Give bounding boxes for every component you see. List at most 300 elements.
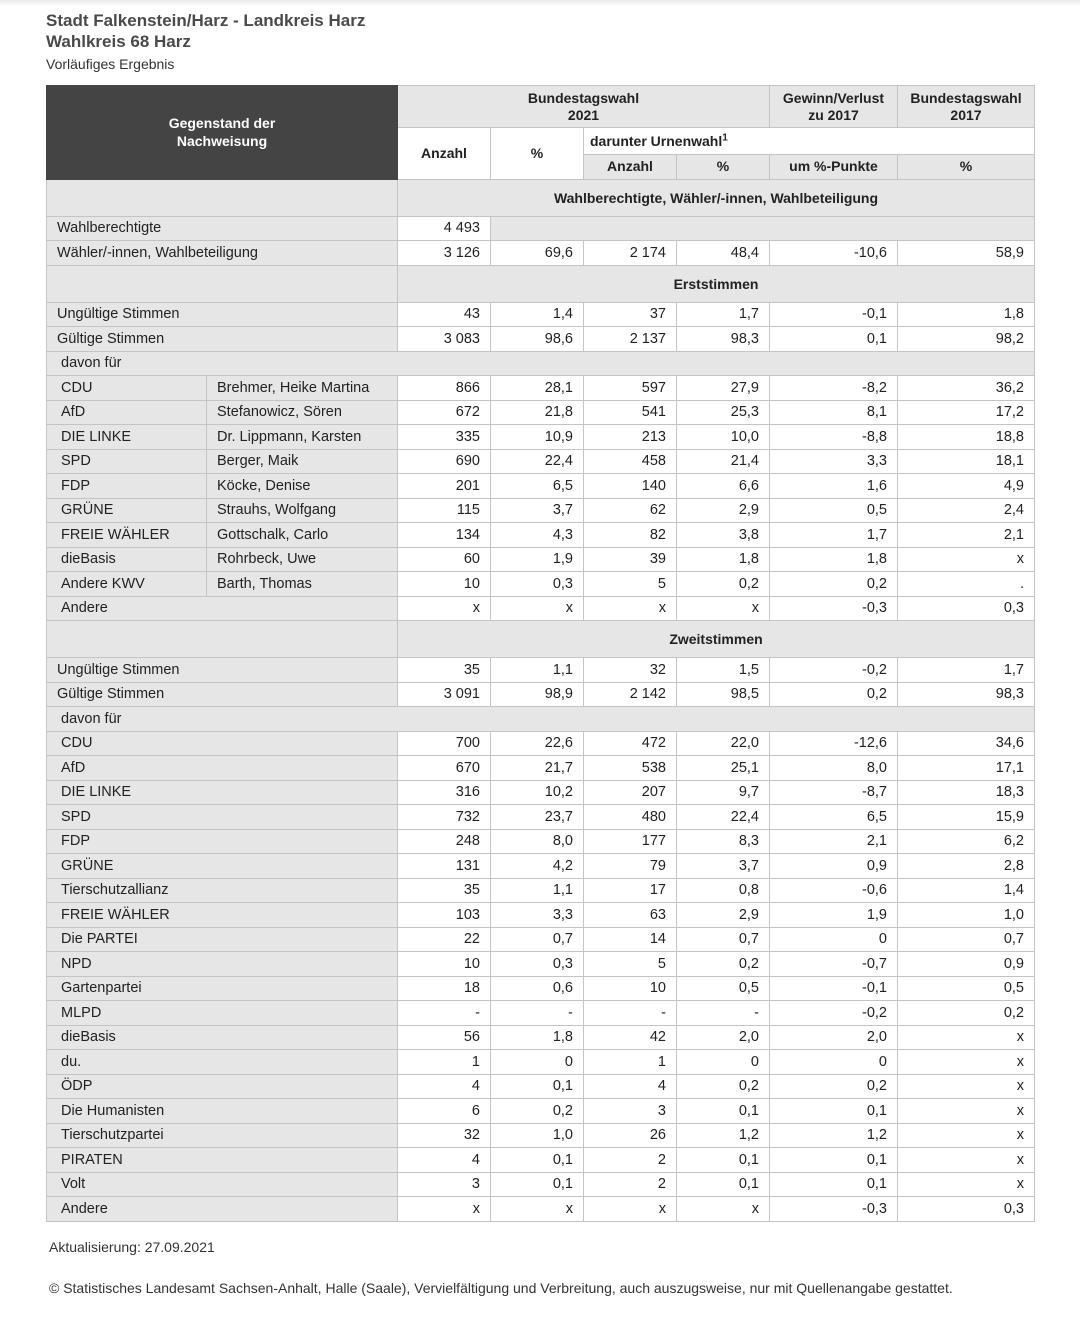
candidate-name: Gottschalk, Carlo	[207, 523, 398, 548]
table-row	[47, 780, 1035, 805]
value-cell: x	[584, 596, 677, 621]
value-cell: 17	[584, 878, 677, 903]
value-cell: 1,0	[491, 1123, 584, 1148]
value-cell: 27,9	[677, 376, 770, 401]
party-name: FREIE WÄHLER	[47, 903, 398, 928]
party-name: FREIE WÄHLER	[47, 523, 207, 548]
table-row	[47, 805, 1035, 830]
value-cell: 1,8	[491, 1025, 584, 1050]
value-cell: .	[898, 572, 1035, 597]
value-cell: 732	[398, 805, 491, 830]
value-cell: -12,6	[770, 731, 898, 756]
value-cell: 0,5	[898, 976, 1035, 1001]
value-cell: 1,4	[491, 302, 584, 327]
value-cell: 2,8	[898, 854, 1035, 879]
candidate-name: Köcke, Denise	[207, 474, 398, 499]
value-cell: 10,0	[677, 425, 770, 450]
section-row-wb	[47, 179, 1035, 216]
value-cell: 538	[584, 756, 677, 781]
header-btw-2021-line2: 2021	[567, 106, 600, 123]
party-name: CDU	[47, 376, 207, 401]
value-cell: -0,3	[770, 1197, 898, 1222]
value-cell: 541	[584, 400, 677, 425]
table-row	[47, 449, 1035, 474]
value-cell: 1	[584, 1050, 677, 1075]
value-cell: 0,2	[770, 1074, 898, 1099]
value-cell: 2,4	[898, 498, 1035, 523]
value-cell: 1,8	[898, 302, 1035, 327]
value-cell: 0,1	[677, 1099, 770, 1124]
value-cell: 0,1	[770, 1172, 898, 1197]
value-cell: 0,3	[898, 596, 1035, 621]
value-cell: 22	[398, 927, 491, 952]
value-cell: -	[584, 1001, 677, 1026]
value-cell: 2 174	[584, 241, 677, 266]
value-cell: 690	[398, 449, 491, 474]
value-cell: 3	[584, 1099, 677, 1124]
value-cell: 18	[398, 976, 491, 1001]
value-cell: 25,3	[677, 400, 770, 425]
value-cell: 1,7	[898, 658, 1035, 683]
value-cell: 672	[398, 400, 491, 425]
party-name: FDP	[47, 829, 398, 854]
party-name: PIRATEN	[47, 1148, 398, 1173]
party-name: SPD	[47, 449, 207, 474]
value-cell: -0,2	[770, 1001, 898, 1026]
header-gewinn-line1: Gewinn/Verlust	[782, 89, 885, 106]
value-cell: 2	[584, 1172, 677, 1197]
value-cell: 0,5	[770, 498, 898, 523]
value-cell: 22,0	[677, 731, 770, 756]
value-cell: -	[491, 1001, 584, 1026]
row-label: Andere	[47, 596, 398, 621]
value-cell: x	[898, 1050, 1035, 1075]
value-cell: 0	[677, 1050, 770, 1075]
value-cell: 18,3	[898, 780, 1035, 805]
table-row	[47, 376, 1035, 401]
value-cell: 0,2	[677, 572, 770, 597]
value-cell: 201	[398, 474, 491, 499]
value-cell: -8,7	[770, 780, 898, 805]
copyright-notice: © Statistisches Landesamt Sachsen-Anhalt, Halle (Saale), Vervielfältigung und Verbreitung, auch auszugsweise, nur mit Quellenangabe gestattet.	[49, 1280, 953, 1296]
value-cell: 34,6	[898, 731, 1035, 756]
value-cell: 1,8	[677, 547, 770, 572]
party-name: NPD	[47, 952, 398, 977]
table-row	[47, 756, 1035, 781]
table-row	[47, 952, 1035, 977]
candidate-name: Brehmer, Heike Martina	[207, 376, 398, 401]
value-cell: 1,1	[491, 878, 584, 903]
value-cell: 213	[584, 425, 677, 450]
value-cell: 4,3	[491, 523, 584, 548]
value-cell: x	[898, 1074, 1035, 1099]
value-cell: 82	[584, 523, 677, 548]
value-cell: -8,2	[770, 376, 898, 401]
table-row	[47, 658, 1035, 683]
value-cell: 1,4	[898, 878, 1035, 903]
table-row	[47, 1001, 1035, 1026]
value-cell: 2,9	[677, 498, 770, 523]
header-gewinn-line2: zu 2017	[808, 106, 859, 123]
page-header	[46, 10, 365, 75]
value-cell: 0,1	[677, 1148, 770, 1173]
row-label: Gültige Stimmen	[47, 327, 398, 352]
value-cell: -	[398, 1001, 491, 1026]
value-cell: 1,2	[770, 1123, 898, 1148]
value-cell: x	[491, 1197, 584, 1222]
party-name: dieBasis	[47, 547, 207, 572]
value-cell: 21,8	[491, 400, 584, 425]
section-title-erst: Erststimmen	[398, 265, 1035, 302]
value-cell: 480	[584, 805, 677, 830]
value-cell: 0,1	[677, 1172, 770, 1197]
value-cell: 670	[398, 756, 491, 781]
value-cell: x	[898, 1099, 1035, 1124]
value-cell: 3 091	[398, 682, 491, 707]
header-btw-2017-line2: 2017	[950, 106, 982, 123]
value-cell: 1,6	[770, 474, 898, 499]
party-name: CDU	[47, 731, 398, 756]
party-name: Tierschutzpartei	[47, 1123, 398, 1148]
value-cell: 3	[398, 1172, 491, 1197]
value-cell: 2	[584, 1148, 677, 1173]
value-cell: 0,2	[770, 572, 898, 597]
value-cell: 22,6	[491, 731, 584, 756]
value-cell: 140	[584, 474, 677, 499]
value-cell: 0,1	[491, 1074, 584, 1099]
davon-row	[47, 351, 1035, 376]
value-cell: 8,1	[770, 400, 898, 425]
value-cell: 36,2	[898, 376, 1035, 401]
value-cell: -0,1	[770, 976, 898, 1001]
davon-label: davon für	[47, 351, 1035, 376]
value-cell: 1,9	[770, 903, 898, 928]
value-cell: 98,3	[898, 682, 1035, 707]
header-sub-pct: %	[677, 155, 770, 180]
value-cell: 0,3	[491, 572, 584, 597]
table-row	[47, 1025, 1035, 1050]
section-title-zweit: Zweitstimmen	[398, 621, 1035, 658]
value-cell: 1,5	[677, 658, 770, 683]
value-cell: 3,8	[677, 523, 770, 548]
value-cell: 69,6	[491, 241, 584, 266]
header-pct-2017: %	[898, 155, 1035, 180]
table-header	[47, 86, 1035, 180]
value-cell: 17,1	[898, 756, 1035, 781]
value-cell: 0,1	[770, 327, 898, 352]
value-cell: 103	[398, 903, 491, 928]
value-cell: 58,9	[898, 241, 1035, 266]
header-sub-anzahl: Anzahl	[584, 155, 677, 180]
value-cell: -	[677, 1001, 770, 1026]
value-cell: 472	[584, 731, 677, 756]
table-row	[47, 302, 1035, 327]
row-label: Ungültige Stimmen	[47, 302, 398, 327]
value-cell: 0,2	[770, 682, 898, 707]
section-row-erst	[47, 265, 1035, 302]
party-name: Andere KWV	[47, 572, 207, 597]
page-title: Stadt Falkenstein/Harz - Landkreis Harz	[46, 11, 366, 30]
party-name: du.	[47, 1050, 398, 1075]
value-cell: 32	[584, 658, 677, 683]
value-cell: 6	[398, 1099, 491, 1124]
table-row	[47, 976, 1035, 1001]
header-pct: %	[491, 128, 584, 180]
table-row	[47, 1050, 1035, 1075]
table-row	[47, 241, 1035, 266]
party-name: Die PARTEI	[47, 927, 398, 952]
value-cell: 866	[398, 376, 491, 401]
value-cell: 42	[584, 1025, 677, 1050]
header-um-punkte: um %-Punkte	[770, 155, 898, 180]
value-cell: 2,1	[898, 523, 1035, 548]
value-cell: 56	[398, 1025, 491, 1050]
value-cell: 0,2	[898, 1001, 1035, 1026]
party-name: DIE LINKE	[47, 425, 207, 450]
party-name: Gartenpartei	[47, 976, 398, 1001]
table-row	[47, 1197, 1035, 1222]
page-subtitle: Wahlkreis 68 Harz	[46, 32, 191, 51]
value-cell: -8,8	[770, 425, 898, 450]
value-cell: -10,6	[770, 241, 898, 266]
table-row	[47, 1148, 1035, 1173]
value-cell: 0	[770, 1050, 898, 1075]
value-cell: 0,7	[491, 927, 584, 952]
value-cell: 10	[584, 976, 677, 1001]
party-name: GRÜNE	[47, 498, 207, 523]
value-cell: 98,5	[677, 682, 770, 707]
table-row	[47, 572, 1035, 597]
value-cell: 207	[584, 780, 677, 805]
candidate-name: Rohrbeck, Uwe	[207, 547, 398, 572]
party-name: FDP	[47, 474, 207, 499]
value-cell: 9,7	[677, 780, 770, 805]
value-cell: 3 083	[398, 327, 491, 352]
value-cell: x	[677, 1197, 770, 1222]
value-cell: 0,1	[770, 1148, 898, 1173]
value-cell: 597	[584, 376, 677, 401]
value-cell: 1	[398, 1050, 491, 1075]
value-cell: 48,4	[677, 241, 770, 266]
value-cell: 4,2	[491, 854, 584, 879]
value-cell: 2 137	[584, 327, 677, 352]
value-cell: x	[398, 596, 491, 621]
value-cell: 98,9	[491, 682, 584, 707]
value-cell: 1,0	[898, 903, 1035, 928]
candidate-name: Stefanowicz, Sören	[207, 400, 398, 425]
value-cell: 4,9	[898, 474, 1035, 499]
section-spacer	[47, 265, 398, 302]
value-cell: 6,6	[677, 474, 770, 499]
results-table	[46, 85, 1035, 1222]
table-row	[47, 400, 1035, 425]
value-cell: 458	[584, 449, 677, 474]
candidate-name: Dr. Lippmann, Karsten	[207, 425, 398, 450]
party-name: AfD	[47, 400, 207, 425]
value-cell: 115	[398, 498, 491, 523]
value-cell: 10	[398, 572, 491, 597]
value-cell: x	[898, 1148, 1035, 1173]
value-cell: 0,2	[677, 1074, 770, 1099]
value-cell: 10,9	[491, 425, 584, 450]
result-status: Vorläufiges Ergebnis	[46, 56, 175, 72]
value-cell: 3,3	[770, 449, 898, 474]
value-cell: 8,0	[770, 756, 898, 781]
table-row	[47, 682, 1035, 707]
value-cell: 14	[584, 927, 677, 952]
value-cell: 98,3	[677, 327, 770, 352]
value-cell: 1,8	[770, 547, 898, 572]
candidate-name: Strauhs, Wolfgang	[207, 498, 398, 523]
party-name: AfD	[47, 756, 398, 781]
value-cell: 0,7	[677, 927, 770, 952]
value-cell: 2 142	[584, 682, 677, 707]
party-name: Andere	[47, 1197, 398, 1222]
table-body	[47, 179, 1035, 1221]
value-cell: 3,3	[491, 903, 584, 928]
value-cell: 6,5	[491, 474, 584, 499]
davon-row	[47, 707, 1035, 732]
value-cell: 134	[398, 523, 491, 548]
value-cell: 8,0	[491, 829, 584, 854]
table-row	[47, 547, 1035, 572]
value-cell: 248	[398, 829, 491, 854]
row-label: Gültige Stimmen	[47, 682, 398, 707]
value-cell: 335	[398, 425, 491, 450]
value-cell: -0,3	[770, 596, 898, 621]
value-cell: 4	[398, 1074, 491, 1099]
top-shadow	[0, 0, 1080, 6]
value-cell: x	[584, 1197, 677, 1222]
party-name: GRÜNE	[47, 854, 398, 879]
section-title-wb: Wahlberechtigte, Wähler/-innen, Wahlbeteiligung	[398, 179, 1035, 216]
value-cell: 0,2	[491, 1099, 584, 1124]
value-cell: 10,2	[491, 780, 584, 805]
header-btw-2017-line1: Bundestagswahl	[910, 89, 1022, 106]
table-row	[47, 903, 1035, 928]
value-cell: x	[677, 596, 770, 621]
value-cell: 22,4	[677, 805, 770, 830]
candidate-name: Berger, Maik	[207, 449, 398, 474]
value-cell: 17,2	[898, 400, 1035, 425]
value-cell: 700	[398, 731, 491, 756]
party-name: Die Humanisten	[47, 1099, 398, 1124]
row-label: Ungültige Stimmen	[47, 658, 398, 683]
value-cell: 1,7	[677, 302, 770, 327]
value-cell: 28,1	[491, 376, 584, 401]
party-name: Volt	[47, 1172, 398, 1197]
value-cell: 21,4	[677, 449, 770, 474]
value-cell: 39	[584, 547, 677, 572]
value-cell: 0,8	[677, 878, 770, 903]
value-cell: 23,7	[491, 805, 584, 830]
table-row	[47, 327, 1035, 352]
table-row	[47, 927, 1035, 952]
value-cell: 6,2	[898, 829, 1035, 854]
value-cell: 3,7	[677, 854, 770, 879]
party-name: dieBasis	[47, 1025, 398, 1050]
value-cell: 0,3	[898, 1197, 1035, 1222]
header-gegenstand-line2: Nachweisung	[176, 133, 268, 150]
value-cell: 3,7	[491, 498, 584, 523]
value-cell: 10	[398, 952, 491, 977]
value-cell: x	[491, 596, 584, 621]
update-date: Aktualisierung: 27.09.2021	[49, 1239, 215, 1255]
value-cell: 8,3	[677, 829, 770, 854]
table-row	[47, 1172, 1035, 1197]
value-cell: 0,7	[898, 927, 1035, 952]
footnote-marker: 1	[722, 131, 728, 143]
value-cell: 98,6	[491, 327, 584, 352]
value-cell: 131	[398, 854, 491, 879]
value-cell: 35	[398, 878, 491, 903]
value-cell: 0,3	[491, 952, 584, 977]
value-cell: 6,5	[770, 805, 898, 830]
value-cell: 98,2	[898, 327, 1035, 352]
value-cell: x	[398, 1197, 491, 1222]
table-row	[47, 1074, 1035, 1099]
header-gegenstand	[47, 86, 398, 180]
value-cell: 0,1	[770, 1099, 898, 1124]
header-gegenstand-line1: Gegenstand der	[168, 115, 276, 132]
value-cell: 79	[584, 854, 677, 879]
value-cell: 62	[584, 498, 677, 523]
value-cell: 60	[398, 547, 491, 572]
value-cell: -0,2	[770, 658, 898, 683]
value-cell: -0,6	[770, 878, 898, 903]
value-cell: 43	[398, 302, 491, 327]
value-cell: x	[898, 1172, 1035, 1197]
value-cell: -0,1	[770, 302, 898, 327]
value-cell: x	[898, 1025, 1035, 1050]
value-cell: 35	[398, 658, 491, 683]
section-spacer	[47, 179, 398, 216]
value-cell: 0,6	[491, 976, 584, 1001]
value-cell: 2,0	[770, 1025, 898, 1050]
value-cell: 1,7	[770, 523, 898, 548]
davon-label: davon für	[47, 707, 1035, 732]
party-name: SPD	[47, 805, 398, 830]
empty-cell	[491, 216, 1035, 241]
header-darunter-text: darunter Urnenwahl	[590, 132, 723, 149]
table-row	[47, 498, 1035, 523]
header-darunter-urnenwahl	[584, 128, 1035, 155]
table-row	[47, 474, 1035, 499]
value-cell: 37	[584, 302, 677, 327]
table-row	[47, 216, 1035, 241]
value-cell: 18,8	[898, 425, 1035, 450]
value-cell: 4	[584, 1074, 677, 1099]
value-cell: 5	[584, 952, 677, 977]
table-row	[47, 425, 1035, 450]
value-cell: 0,5	[677, 976, 770, 1001]
party-name: DIE LINKE	[47, 780, 398, 805]
value-cell: 63	[584, 903, 677, 928]
value-cell: 0,1	[491, 1172, 584, 1197]
value-cell: 2,9	[677, 903, 770, 928]
value-cell: 0,9	[770, 854, 898, 879]
table-row	[47, 854, 1035, 879]
value-cell: 2,0	[677, 1025, 770, 1050]
candidate-name: Barth, Thomas	[207, 572, 398, 597]
value-cell: 0,2	[677, 952, 770, 977]
table-row	[47, 596, 1035, 621]
value-cell: 0,9	[898, 952, 1035, 977]
table-row	[47, 878, 1035, 903]
value-cell: x	[898, 547, 1035, 572]
header-gewinn-verlust	[770, 86, 898, 128]
party-name: MLPD	[47, 1001, 398, 1026]
